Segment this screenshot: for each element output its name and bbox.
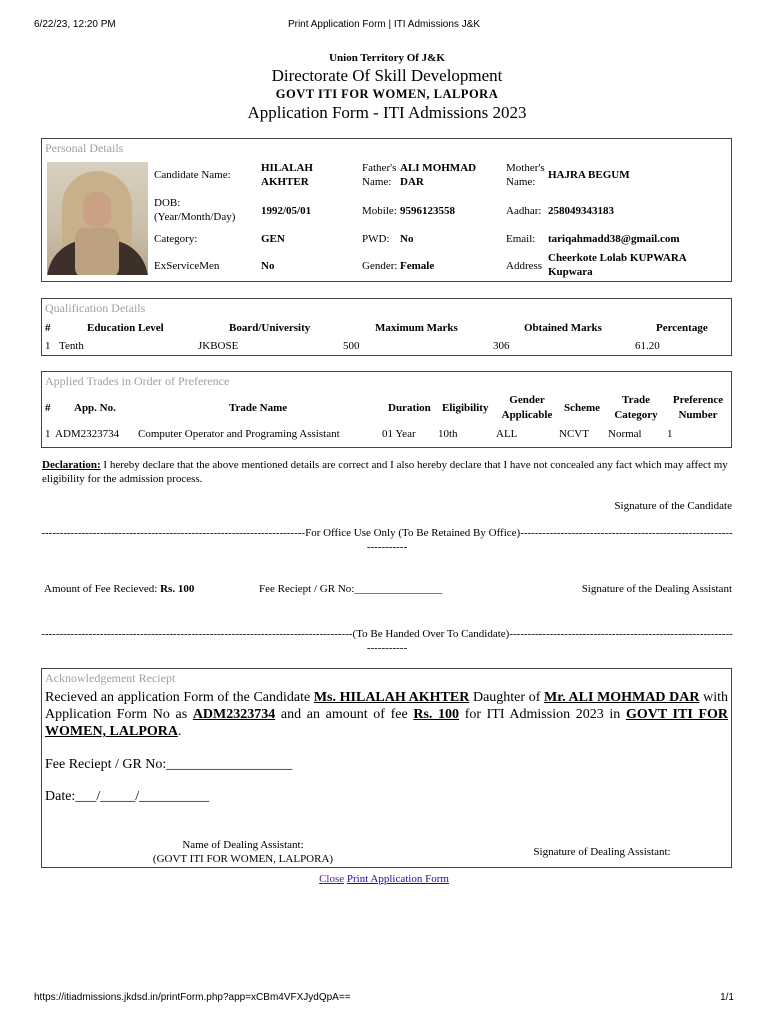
qualification-section — [41, 298, 732, 356]
aadhar-label: Aadhar: — [506, 205, 542, 217]
declaration-label: Declaration: — [42, 459, 101, 471]
candidate-divider: -------------------------------------------------------------------------------------(To Be Handed Over To Candidate)------------------------------------------------------------------------ — [41, 628, 733, 654]
exservicemen-label: ExServiceMen — [154, 260, 220, 272]
trade-row-eligibility: 10th — [438, 428, 458, 440]
trade-header-scheme: Scheme — [564, 402, 601, 414]
ack-dealing-name-2: (GOVT ITI FOR WOMEN, LALPORA) — [152, 853, 334, 865]
trades-legend: Applied Trades in Order of Preference — [45, 374, 230, 388]
print-page-title: Print Application Form | ITI Admissions J&K — [287, 19, 481, 30]
acknowledgement-section — [41, 668, 732, 868]
candidate-name-value-1: HILALAH — [261, 162, 313, 174]
trade-header-preference-1: Preference — [672, 394, 724, 406]
qualification-legend: Qualification Details — [45, 301, 146, 315]
trade-header-category-2: Category — [614, 409, 658, 421]
ack-father-name: Mr. ALI MOHMAD DAR — [544, 690, 700, 705]
directorate-title: Directorate Of Skill Development — [271, 66, 503, 85]
qual-header-board: Board/University — [229, 322, 311, 334]
category-value: GEN — [261, 233, 285, 245]
candidate-name-value-2: AKHTER — [261, 176, 309, 188]
close-link[interactable]: Close — [319, 873, 345, 885]
qual-header-max-marks: Maximum Marks — [375, 322, 458, 334]
personal-details-section — [41, 138, 732, 282]
aadhar-value: 258049343183 — [548, 205, 614, 217]
fee-received-value: Rs. 100 — [160, 583, 195, 595]
email-value: tariqahmadd38@gmail.com — [548, 233, 680, 245]
trade-header-preference-2: Number — [678, 409, 718, 421]
declaration — [42, 458, 734, 486]
mother-name-label-2: Name: — [506, 176, 536, 188]
trade-row-trade-name: Computer Operator and Programing Assistant — [138, 428, 340, 440]
trade-header-trade-name: Trade Name — [229, 402, 288, 414]
father-name-value-2: DAR — [400, 176, 424, 188]
trade-header-gender-2: Applicable — [501, 409, 553, 421]
form-links — [0, 873, 768, 885]
page-title: Application Form - ITI Admissions 2023 — [247, 103, 527, 122]
print-header — [34, 19, 734, 33]
gender-value: Female — [400, 260, 435, 272]
fee-received — [44, 583, 194, 595]
trade-header-gender-1: Gender — [509, 394, 545, 406]
print-footer — [34, 992, 734, 1006]
qual-row-obtained: 306 — [493, 340, 510, 352]
print-application-form-link[interactable]: Print Application Form — [346, 873, 449, 885]
print-url: https://itiadmissions.jkdsd.in/printForm.php?app=xCBm4VFXJydQpA== — [34, 992, 351, 1003]
trades-section — [41, 371, 732, 448]
trade-row-preference: 1 — [667, 428, 673, 440]
trade-header-duration: Duration — [388, 402, 431, 414]
office-use-divider: ------------------------------------------------------------------------For Office Use Only (To Be Retained By Office)--------------------------------------------------------------------- — [41, 527, 733, 553]
dob-label-2: (Year/Month/Day) — [154, 211, 236, 223]
trade-row-duration: 01 Year — [382, 428, 416, 440]
father-name-label-2: Name: — [362, 176, 392, 188]
candidate-signature-label: Signature of the Candidate — [614, 500, 732, 512]
dob-value: 1992/05/01 — [261, 205, 312, 217]
ack-dealing-name-1: Name of Dealing Assistant: — [182, 839, 304, 851]
category-label: Category: — [154, 233, 198, 245]
fee-received-label: Amount of Fee Recieved: — [44, 583, 161, 595]
ack-candidate-name: Ms. HILALAH AKHTER — [313, 690, 470, 705]
ack-app-no: ADM2323734 — [192, 707, 276, 722]
trade-row-app-no: ADM2323734 — [55, 428, 120, 440]
trade-header-app-no: App. No. — [74, 402, 116, 414]
address-label: Address — [506, 260, 543, 272]
candidate-name-label: Candidate Name: — [154, 169, 231, 181]
qual-row-percentage: 61.20 — [635, 340, 660, 352]
email-label: Email: — [506, 233, 536, 245]
ack-fee: Rs. 100 — [413, 707, 460, 722]
pwd-label: PWD: — [362, 233, 390, 245]
mother-name-value: HAJRA BEGUM — [548, 169, 630, 181]
institute-title: GOVT ITI FOR WOMEN, LALPORA — [275, 87, 499, 101]
office-fee-receipt-line: Fee Reciept / GR No:________________ — [259, 583, 443, 595]
declaration-text: I hereby declare that the above mentioned details are correct and I also hereby declare that I have not concealed any fact which may affect my eligibility for the admission process. — [42, 459, 728, 485]
address-value-2: Kupwara — [548, 266, 593, 278]
union-territory-title: Union Territory Of J&K — [329, 52, 445, 64]
dealing-assistant-signature: Signature of the Dealing Assistant — [581, 583, 732, 595]
acknowledgement-legend: Acknowledgement Reciept — [45, 671, 176, 685]
personal-details-legend: Personal Details — [45, 141, 124, 155]
father-name-value-1: ALI MOHMAD — [400, 162, 477, 174]
qual-row-education: Tenth — [59, 340, 84, 352]
ack-fee-receipt-line: Fee Reciept / GR No:__________________ — [45, 757, 293, 772]
mobile-value: 9596123558 — [400, 205, 455, 217]
trade-row-scheme: NCVT — [559, 428, 589, 440]
qual-header-education: Education Level — [87, 322, 164, 334]
exservicemen-value: No — [261, 260, 275, 272]
ack-date-line: Date:___/_____/__________ — [45, 789, 210, 804]
father-name-label-1: Father's — [362, 162, 397, 174]
qual-row-board: JKBOSE — [198, 340, 239, 352]
address-value-1: Cheerkote Lolab KUPWARA — [548, 252, 687, 264]
acknowledgement-text: Recieved an application Form of the Candidate Ms. HILALAH AKHTER Daughter of Mr. ALI MOHMAD DAR with Application Form No as ADM2323734 and an amount of fee Rs. 100 for ITI Admission 2023 in GOVT ITI FOR WOMEN, LALPORA. — [45, 690, 728, 739]
gender-label: Gender: — [362, 260, 398, 272]
qual-header-percentage: Percentage — [656, 322, 708, 334]
trade-header-num: # — [45, 402, 51, 414]
qual-row-max: 500 — [343, 340, 360, 352]
trade-header-category-1: Trade — [622, 394, 650, 406]
pwd-value: No — [400, 233, 414, 245]
trade-header-eligibility: Eligibility — [442, 402, 489, 414]
qual-row-num: 1 — [45, 340, 51, 352]
print-page-number: 1/1 — [720, 992, 734, 1003]
trade-row-gender: ALL — [496, 428, 518, 440]
candidate-photo — [47, 162, 148, 275]
trade-row-num: 1 — [45, 428, 51, 440]
qual-header-obtained: Obtained Marks — [524, 322, 602, 334]
qual-header-num: # — [45, 322, 51, 334]
mobile-label: Mobile: — [362, 205, 397, 217]
form-titles — [40, 52, 734, 125]
trade-row-category: Normal — [608, 428, 642, 440]
mother-name-label-1: Mother's — [506, 162, 545, 174]
ack-dealing-signature: Signature of Dealing Assistant: — [533, 846, 671, 858]
dob-label-1: DOB: — [154, 197, 181, 209]
print-timestamp: 6/22/23, 12:20 PM — [34, 19, 116, 30]
ack-institute: GOVT ITI FOR WOMEN, LALPORA — [45, 707, 728, 739]
